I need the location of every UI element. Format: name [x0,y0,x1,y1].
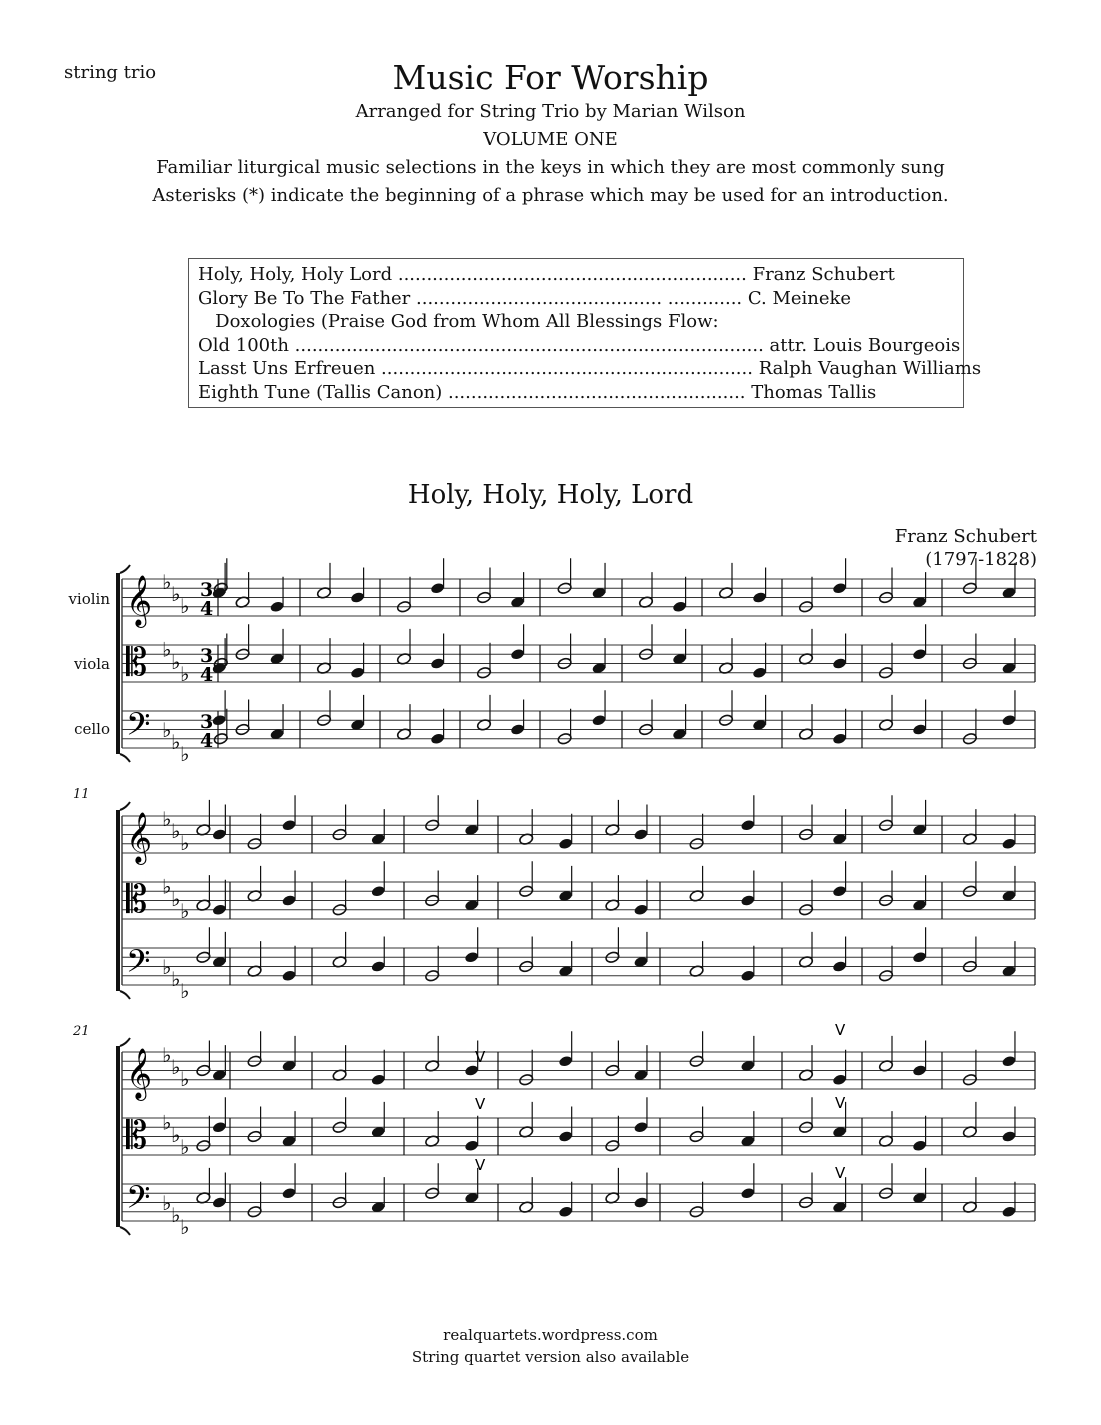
time-signature-top: 3 [200,645,214,667]
quarter-note [430,582,445,595]
quarter-note [464,951,479,964]
flat-sign: ♭ [180,979,190,1003]
flat-sign: ♭ [162,874,172,899]
quarter-note [832,657,847,670]
bass-clef: 𝄢 [126,706,151,750]
quarter-note [1001,1205,1016,1218]
system-bracket [116,1046,120,1227]
quarter-note [212,1121,227,1134]
flat-sign: ♭ [180,1215,190,1239]
flat-sign: ♭ [171,819,181,843]
flat-sign: ♭ [171,730,181,754]
quarter-note [510,723,525,736]
quarter-note [430,657,445,670]
flat-sign: ♭ [162,1043,172,1067]
footer-url: realquartets.wordpress.com [443,1326,658,1344]
quarter-note [558,837,573,850]
measure-number-11: 11 [73,787,90,802]
quarter-note [371,885,386,898]
quarter-note [558,1055,573,1068]
time-signature-bottom: 4 [200,730,214,752]
quarter-note [212,903,227,916]
quarter-note [269,600,284,613]
bracket-hook [120,1227,130,1235]
flat-sign: ♭ [180,662,190,686]
flat-sign: ♭ [180,594,190,618]
quarter-note [740,894,755,907]
quarter-note [633,1121,648,1134]
quarter-note [350,666,365,679]
time-signature-bottom: 4 [200,598,214,620]
quarter-note [371,1073,386,1086]
treble-clef: 𝄞 [126,1048,153,1099]
composer-dates: (1797-1828) [925,549,1037,570]
flat-sign: ♭ [171,582,181,606]
quarter-note [752,591,767,604]
up-bow-mark: V [475,1048,486,1066]
treble-clef: 𝄞 [126,575,153,626]
toc-entry: Lasst Uns Erfreuen ................................................................. Ralph Vaughan Williams [198,358,982,379]
time-signature-top: 3 [200,711,214,733]
up-bow-mark: V [835,1164,846,1182]
toc-entry: Eighth Tune (Tallis Canon) .................................................... Thomas Tallis [198,381,877,403]
system-bracket [116,573,120,754]
bracket-hook [120,565,130,573]
instrument-label-violin: violin [68,590,110,608]
treble-clef: 𝄞 [126,812,153,863]
flat-sign: ♭ [162,955,172,979]
quarter-note [633,903,648,916]
quarter-note [832,1073,847,1086]
quarter-note [281,969,296,982]
quarter-note [281,1187,296,1200]
flat-sign: ♭ [180,831,190,855]
bass-clef: 𝄢 [126,1179,151,1223]
time-signature-top: 3 [200,579,214,601]
quarter-note [912,1139,927,1152]
flat-sign: ♭ [162,637,172,662]
toc-entry: Glory Be To The Father ........................................... ............. C. Meineke [198,287,852,309]
quarter-note [371,960,386,973]
quarter-note [832,582,847,595]
toc-entry: Holy, Holy, Holy Lord ............................................................. Franz Schubert [198,264,895,285]
quarter-note [672,600,687,613]
quarter-note [912,951,927,964]
description-line-1: Familiar liturgical music selections in the keys in which they are most commonly sung [156,157,945,178]
flat-sign: ♭ [180,899,190,923]
bracket-hook [120,1038,130,1046]
bracket-hook [120,991,130,999]
arranger-line: Arranged for String Trio by Marian Wilson [355,101,746,122]
quarter-note [832,960,847,973]
flat-sign: ♭ [171,887,181,911]
piece-title: Holy, Holy, Holy, Lord [407,480,694,510]
instrument-label-cello: cello [74,720,110,738]
quarter-note [633,828,648,841]
quarter-note [752,666,767,679]
instrument-label-viola: viola [73,655,110,673]
alto-clef: 𝄡 [126,1113,148,1157]
alto-clef: 𝄡 [126,877,148,921]
quarter-note [464,1139,479,1152]
page-title: Music For Worship [392,58,709,97]
bass-clef: 𝄢 [126,943,151,987]
flat-sign: ♭ [162,1110,172,1135]
alto-clef: 𝄡 [126,640,148,684]
up-bow-mark: V [475,1156,486,1174]
bracket-hook [120,802,130,810]
quarter-note [211,714,226,727]
quarter-note [510,648,525,661]
quarter-note [1001,1130,1016,1143]
quarter-note [1001,837,1016,850]
quarter-note [350,591,365,604]
system-bracket [116,810,120,991]
flat-sign: ♭ [162,718,172,742]
quarter-note [633,1196,648,1209]
flat-sign: ♭ [171,1055,181,1079]
measure-number-21: 21 [73,1024,90,1039]
toc-entry: Old 100th .................................................................................. attr. Louis Bourgeois [198,334,961,356]
quarter-note [212,1196,227,1209]
footer-note: String quartet version also available [411,1348,690,1366]
flat-sign: ♭ [180,1135,190,1159]
flat-sign: ♭ [180,1067,190,1091]
up-bow-mark: V [835,1021,846,1039]
quarter-note [558,1130,573,1143]
up-bow-mark: V [475,1095,486,1113]
quarter-note [740,969,755,982]
flat-sign: ♭ [162,1191,172,1215]
bracket-hook [120,754,130,762]
quarter-note [912,723,927,736]
quarter-note [832,732,847,745]
flat-sign: ♭ [171,1203,181,1227]
quarter-note [912,1064,927,1077]
quarter-note [558,1205,573,1218]
quarter-note [1001,714,1016,727]
quarter-note [212,828,227,841]
corner-label: string trio [64,62,157,83]
time-signature-bottom: 4 [200,664,214,686]
composer-name: Franz Schubert [894,526,1037,547]
quarter-note [430,732,445,745]
quarter-note [832,885,847,898]
quarter-note [1001,1055,1016,1068]
toc-entry: Doxologies (Praise God from Whom All Blessings Flow: [198,311,719,332]
description-line-2: Asterisks (*) indicate the beginning of a phrase which may be used for an introduction. [152,185,949,206]
quarter-note [740,1187,755,1200]
quarter-note [281,819,296,832]
flat-sign: ♭ [171,650,181,674]
flat-sign: ♭ [171,1123,181,1147]
up-bow-mark: V [835,1094,846,1112]
quarter-note [740,819,755,832]
volume-line: VOLUME ONE [483,129,618,150]
quarter-note [912,648,927,661]
quarter-note [281,894,296,907]
flat-sign: ♭ [180,742,190,766]
flat-sign: ♭ [171,967,181,991]
quarter-note [591,714,606,727]
flat-sign: ♭ [162,807,172,831]
flat-sign: ♭ [162,570,172,594]
